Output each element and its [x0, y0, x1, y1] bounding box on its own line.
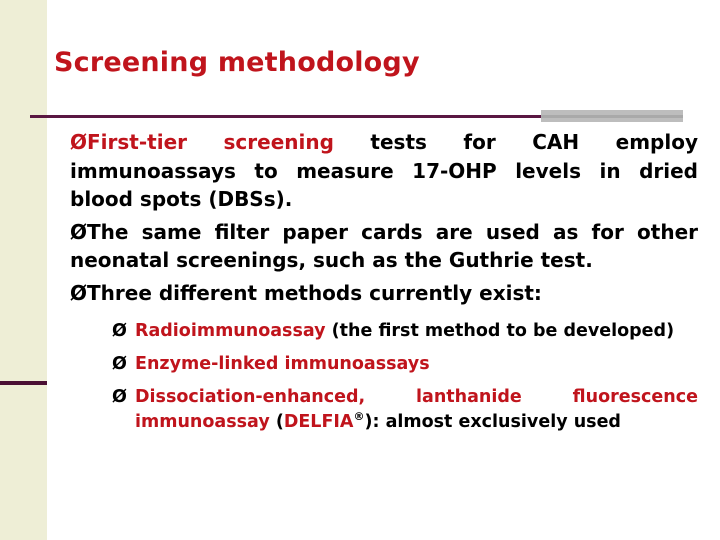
delfia-label: DELFIA: [283, 412, 354, 432]
sub-bullet-lead-text: Dissociation-enhanced, lanthanide fluorescence immunoassay: [135, 387, 698, 432]
registered-mark: ®: [353, 410, 365, 424]
sub-bullet-radioimmunoassay: [70, 319, 698, 344]
sub-bullet-enzyme-linked: [70, 352, 698, 377]
sub-bullet-delfia: [70, 385, 698, 435]
left-band-accent-line: [0, 381, 47, 385]
arrow-bullet-icon: Ø: [70, 280, 88, 305]
bullet-filter-paper: [70, 218, 698, 275]
arrow-bullet-icon: Ø: [112, 387, 127, 407]
sub-bullet-text: ): almost exclusively used: [364, 412, 621, 432]
bullet-three-methods: [70, 279, 698, 308]
bullet-text: Three different methods currently exist:: [87, 280, 542, 305]
slide-body: [70, 128, 698, 443]
bullet-first-tier: [70, 128, 698, 214]
bullet-lead-text: First-tier screening: [87, 130, 334, 154]
bullet-text: tests for CAH employ immunoassays to measure 17-OHP levels in dried blood spots (DBSs).: [70, 130, 698, 211]
sub-bullet-lead-text: Radioimmunoassay: [135, 321, 326, 341]
slide-title: Screening methodology: [54, 47, 420, 78]
arrow-bullet-icon: Ø: [112, 354, 127, 374]
arrow-bullet-icon: Ø: [70, 219, 88, 244]
sub-bullet-paren: (: [269, 412, 284, 432]
arrow-bullet-icon: Ø: [70, 130, 88, 154]
title-divider-accent-line: [541, 115, 683, 118]
sub-bullet-text: (the first method to be developed): [325, 321, 675, 341]
left-decorative-band: [0, 0, 47, 540]
sub-bullet-lead-text: Enzyme-linked immunoassays: [135, 354, 430, 374]
bullet-text: The same filter paper cards are used as for other neonatal screenings, such as the Guthrie test.: [70, 219, 698, 272]
arrow-bullet-icon: Ø: [112, 321, 127, 341]
